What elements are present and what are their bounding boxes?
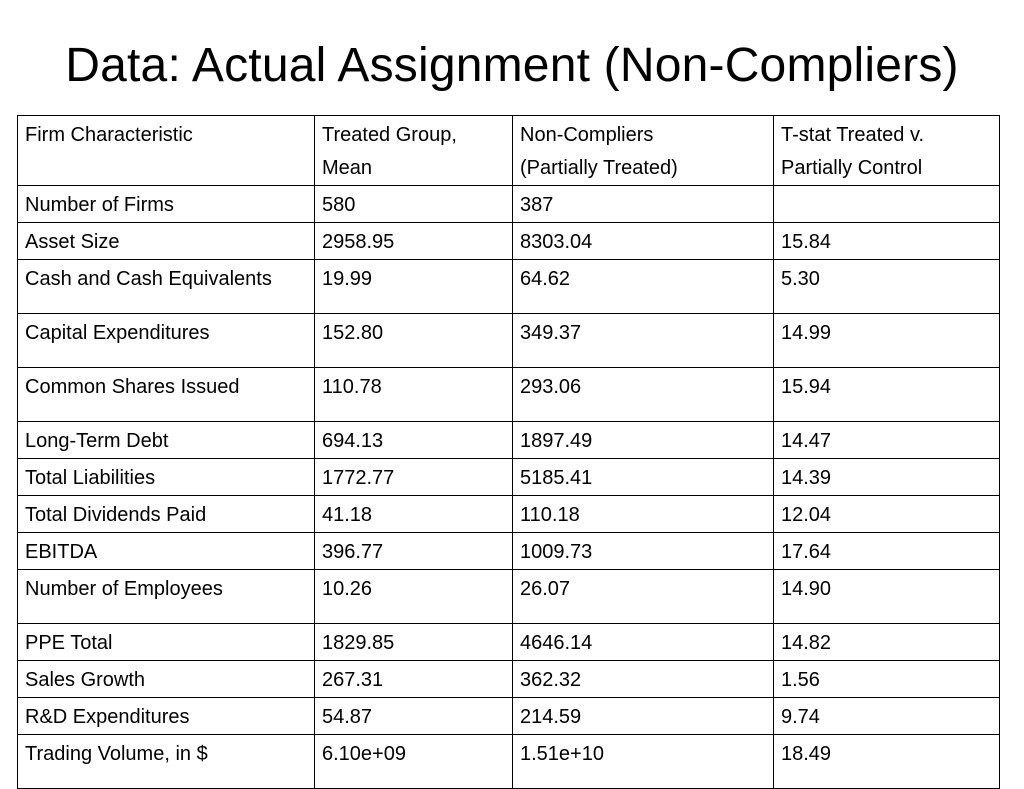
- header-line: Firm Characteristic: [25, 124, 193, 146]
- header-line: T-stat Treated v.: [781, 124, 925, 146]
- t-stat-cell: 15.94: [774, 368, 1000, 422]
- row-label: Long-Term Debt: [18, 422, 315, 459]
- t-stat-cell: 18.49: [774, 735, 1000, 789]
- row-label: R&D Expenditures: [18, 698, 315, 735]
- row-label: EBITDA: [18, 533, 315, 570]
- header-line: Partially Control: [781, 157, 923, 179]
- table-row: [18, 223, 1000, 260]
- non-compliers-cell: 1897.49: [513, 422, 774, 459]
- treated-mean-cell: 694.13: [315, 422, 513, 459]
- t-stat-cell: 14.82: [774, 624, 1000, 661]
- non-compliers-cell: 1.51e+10: [513, 735, 774, 789]
- treated-mean-cell: 267.31: [315, 661, 513, 698]
- non-compliers-cell: 1009.73: [513, 533, 774, 570]
- non-compliers-cell: 387: [513, 186, 774, 223]
- non-compliers-cell: 293.06: [513, 368, 774, 422]
- non-compliers-cell: 349.37: [513, 314, 774, 368]
- table-row: [18, 422, 1000, 459]
- header-line: Treated Group,: [322, 124, 457, 146]
- treated-mean-cell: 54.87: [315, 698, 513, 735]
- row-label: Number of Employees: [18, 570, 315, 624]
- t-stat-cell: 14.47: [774, 422, 1000, 459]
- table-header-row: [18, 116, 1000, 186]
- table-row: [18, 314, 1000, 368]
- t-stat-cell: 14.90: [774, 570, 1000, 624]
- header-line: (Partially Treated): [520, 157, 678, 179]
- header-cell-t-stat: [774, 116, 1000, 186]
- treated-mean-cell: 6.10e+09: [315, 735, 513, 789]
- treated-mean-cell: 110.78: [315, 368, 513, 422]
- table-row: [18, 661, 1000, 698]
- non-compliers-cell: 110.18: [513, 496, 774, 533]
- treated-mean-cell: 1829.85: [315, 624, 513, 661]
- table-row: [18, 186, 1000, 223]
- non-compliers-cell: 8303.04: [513, 223, 774, 260]
- header-cell-non-compliers: [513, 116, 774, 186]
- table-row: [18, 496, 1000, 533]
- table-row: [18, 698, 1000, 735]
- row-label: Trading Volume, in $: [18, 735, 315, 789]
- table-row: [18, 260, 1000, 314]
- row-label: Common Shares Issued: [18, 368, 315, 422]
- row-label: Capital Expenditures: [18, 314, 315, 368]
- t-stat-cell: 14.39: [774, 459, 1000, 496]
- header-line: Mean: [322, 157, 373, 179]
- row-label: Asset Size: [18, 223, 315, 260]
- row-label: Cash and Cash Equivalents: [18, 260, 315, 314]
- non-compliers-cell: 64.62: [513, 260, 774, 314]
- treated-mean-cell: 152.80: [315, 314, 513, 368]
- t-stat-cell: 9.74: [774, 698, 1000, 735]
- non-compliers-cell: 214.59: [513, 698, 774, 735]
- t-stat-cell: 1.56: [774, 661, 1000, 698]
- t-stat-cell: [774, 186, 1000, 223]
- header-line: Non-Compliers: [520, 124, 654, 146]
- data-table: [17, 115, 1000, 789]
- row-label: Sales Growth: [18, 661, 315, 698]
- treated-mean-cell: 580: [315, 186, 513, 223]
- non-compliers-cell: 362.32: [513, 661, 774, 698]
- table-row: [18, 533, 1000, 570]
- row-label: PPE Total: [18, 624, 315, 661]
- table-row: [18, 570, 1000, 624]
- row-label: Total Liabilities: [18, 459, 315, 496]
- treated-mean-cell: 1772.77: [315, 459, 513, 496]
- non-compliers-cell: 4646.14: [513, 624, 774, 661]
- t-stat-cell: 15.84: [774, 223, 1000, 260]
- table-row: [18, 624, 1000, 661]
- treated-mean-cell: 10.26: [315, 570, 513, 624]
- treated-mean-cell: 19.99: [315, 260, 513, 314]
- treated-mean-cell: 2958.95: [315, 223, 513, 260]
- treated-mean-cell: 396.77: [315, 533, 513, 570]
- header-cell-treated-mean: [315, 116, 513, 186]
- non-compliers-cell: 5185.41: [513, 459, 774, 496]
- treated-mean-cell: 41.18: [315, 496, 513, 533]
- row-label: Total Dividends Paid: [18, 496, 315, 533]
- t-stat-cell: 5.30: [774, 260, 1000, 314]
- t-stat-cell: 12.04: [774, 496, 1000, 533]
- t-stat-cell: 17.64: [774, 533, 1000, 570]
- page-title: Data: Actual Assignment (Non-Compliers): [65, 39, 959, 92]
- header-cell-firm-characteristic: [18, 116, 315, 186]
- t-stat-cell: 14.99: [774, 314, 1000, 368]
- non-compliers-cell: 26.07: [513, 570, 774, 624]
- table-row: [18, 459, 1000, 496]
- table-row: [18, 735, 1000, 789]
- table-row: [18, 368, 1000, 422]
- row-label: Number of Firms: [18, 186, 315, 223]
